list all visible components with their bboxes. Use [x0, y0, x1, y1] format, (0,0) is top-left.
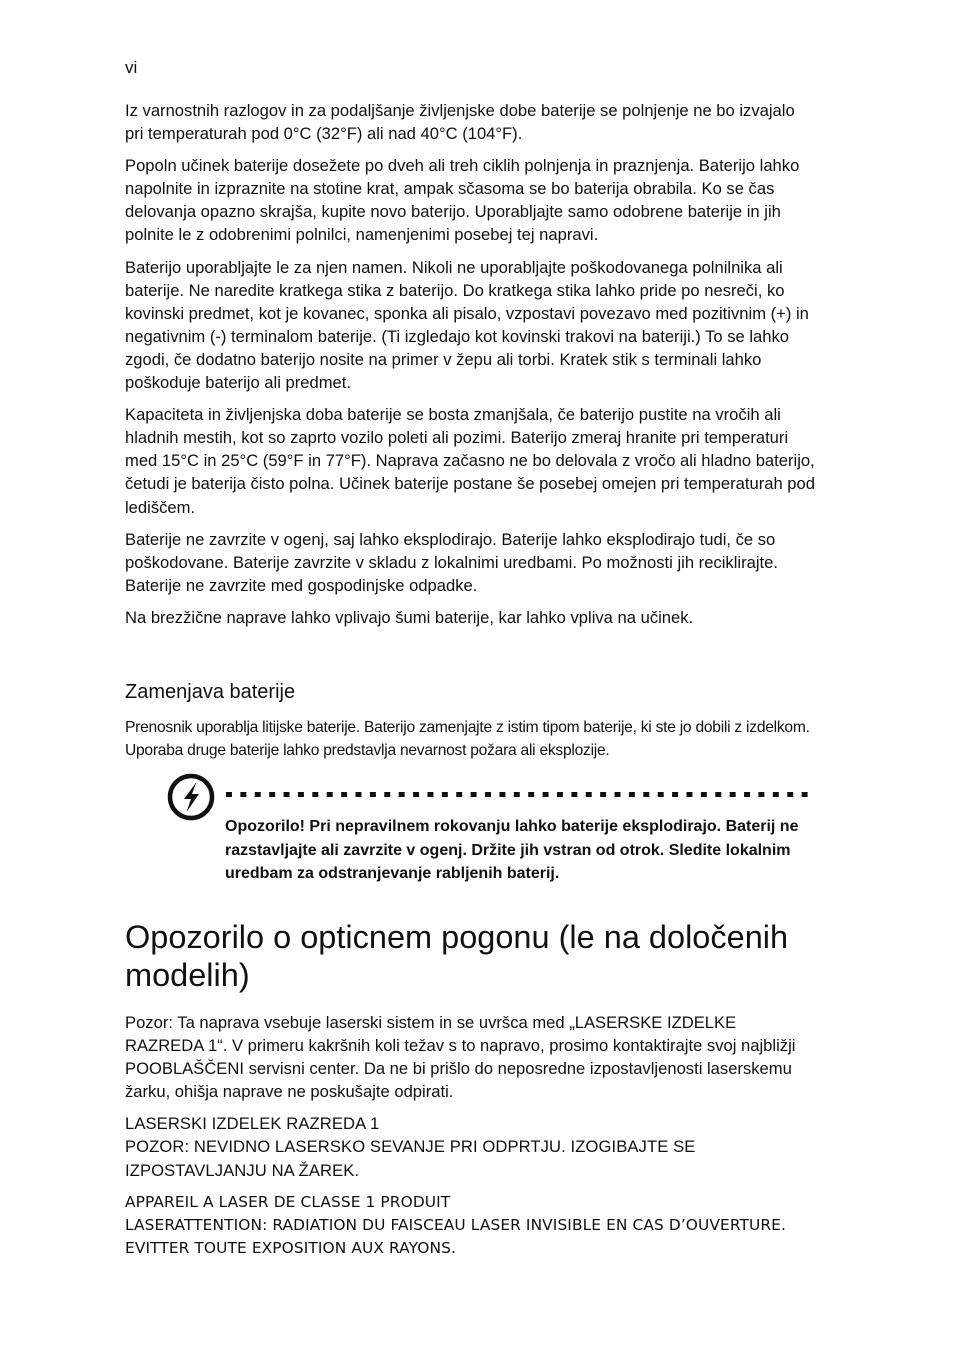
page-number: vi	[125, 58, 138, 77]
replacement-heading: Zamenjava baterije	[125, 681, 296, 703]
optical-drive-heading: Opozorilo o opticnem pogonu (le na določenih modelih)	[125, 919, 789, 993]
laser-warning-fr	[125, 1191, 815, 1260]
paragraph-wireless-interference: Na brezžične naprave lahko vplivajo šumi baterije, kar lahko vpliva na učinek.	[125, 607, 694, 627]
lightning-warning-icon	[167, 773, 215, 821]
warning-dotted-rule	[226, 792, 810, 798]
replacement-text: Prenosnik uporablja litijske baterije. Baterijo zamenjajte z istim tipom baterije, ki ste jo dobili z izdelkom. Uporaba druge baterije lahko predstavlja nevarnost požara ali eksplozije.	[125, 719, 810, 759]
paragraph-battery-performance: Popoln učinek baterije dosežete po dveh ali treh ciklih polnjenja in praznjenja. Baterijo lahko napolnite in izpraznite na stotine krat, ampak sčasoma se bo baterija obrabila. Ko se čas delovanja opazno skrajša, kupite novo baterijo. Uporabljajte samo odobrene baterije in jih polnite le z odobrenimi polnilci, namenjenimi posebej tej napravi.	[125, 156, 800, 245]
laser-fr-line1: APPAREIL A LASER DE CLASSE 1 PRODUIT	[125, 1192, 451, 1211]
paragraph-disposal: Baterije ne zavrzite v ogenj, saj lahko eksplodirajo. Baterije lahko eksplodirajo tudi, če so poškodovane. Baterije zavrzite v skladu z lokalnimi uredbami. Po možnosti jih reciklirajte. Baterije ne zavrzite med gospodinjske odpadke.	[125, 529, 778, 595]
paragraph-capacity-temperature: Kapaciteta in življenjska doba baterije se bosta zmanjšala, če baterijo pustite na vročih ali hladnih mestih, kot so zaprto vozilo poleti ali pozimi. Baterijo zmeraj hranite pri temperaturi med 15°C in 25°C (59°F in 77°F). Naprava začasno ne bo delovala z vročo ali hladno baterijo, četudi je baterija čisto polna. Učinek baterije postane še posebej omejen pri temperaturah pod lediščem.	[125, 405, 815, 517]
laser-fr-line2: LASERATTENTION: RADIATION DU FAISCEAU LASER INVISIBLE EN CAS D’OUVERTURE. EVITTER TOUTE EXPOSITION AUX RAYONS.	[125, 1215, 786, 1257]
paragraph-charging-temperature: Iz varnostnih razlogov in za podaljšanje življenjske dobe baterije se polnjenje ne bo izvajalo pri temperaturah pod 0°C (32°F) ali nad 40°C (104°F).	[125, 101, 795, 144]
paragraph-short-circuit: Baterijo uporabljajte le za njen namen. Nikoli ne uporabljajte poškodovanega polnilnika ali baterije. Ne naredite kratkega stika z baterijo. Do kratkega stika lahko pride po nesreči, ko kovinski predmet, kot je kovanec, sponka ali pisalo, vzpostavi povezavo med pozitivnim (+) in negativnim (-) terminalom baterije. (Ti izgledajo kot kovinski trakovi na bateriji.) To se lahko zgodi, če dodatno baterijo nosite na primer v žepu ali torbi. Kratek stik s terminali lahko poškoduje baterijo ali predmet.	[125, 257, 809, 393]
warning-text: Opozorilo! Pri nepravilnem rokovanju lahko baterije eksplodirajo. Baterij ne razstavljajte ali zavrzite v ogenj. Držite jih vstran od otrok. Sledite lokalnim uredbam za odstranjevanje rabljenih baterij.	[225, 818, 799, 882]
optical-intro: Pozor: Ta naprava vsebuje laserski sistem in se uvršca med „LASERSKE IZDELKE RAZREDA 1“. V primeru kakršnih koli težav s to napravo, prosimo kontaktirajte svoj najbližji POOBLAŠČENI servisni center. Da ne bi prišlo do neposredne izpostavljenosti laserskemu žarku, ohišja naprave ne poskušajte odpirati.	[125, 1013, 796, 1102]
optical-section	[125, 1011, 815, 1269]
laser-warning-sl	[125, 1112, 815, 1181]
battery-section	[125, 99, 815, 638]
laser-sl-line1: LASERSKI IZDELEK RAZREDA 1	[125, 1114, 380, 1134]
laser-sl-line2: POZOR: NEVIDNO LASERSKO SEVANJE PRI ODPRTJU. IZOGIBAJTE SE IZPOSTAVLJANJU NA ŽAREK.	[125, 1137, 696, 1180]
